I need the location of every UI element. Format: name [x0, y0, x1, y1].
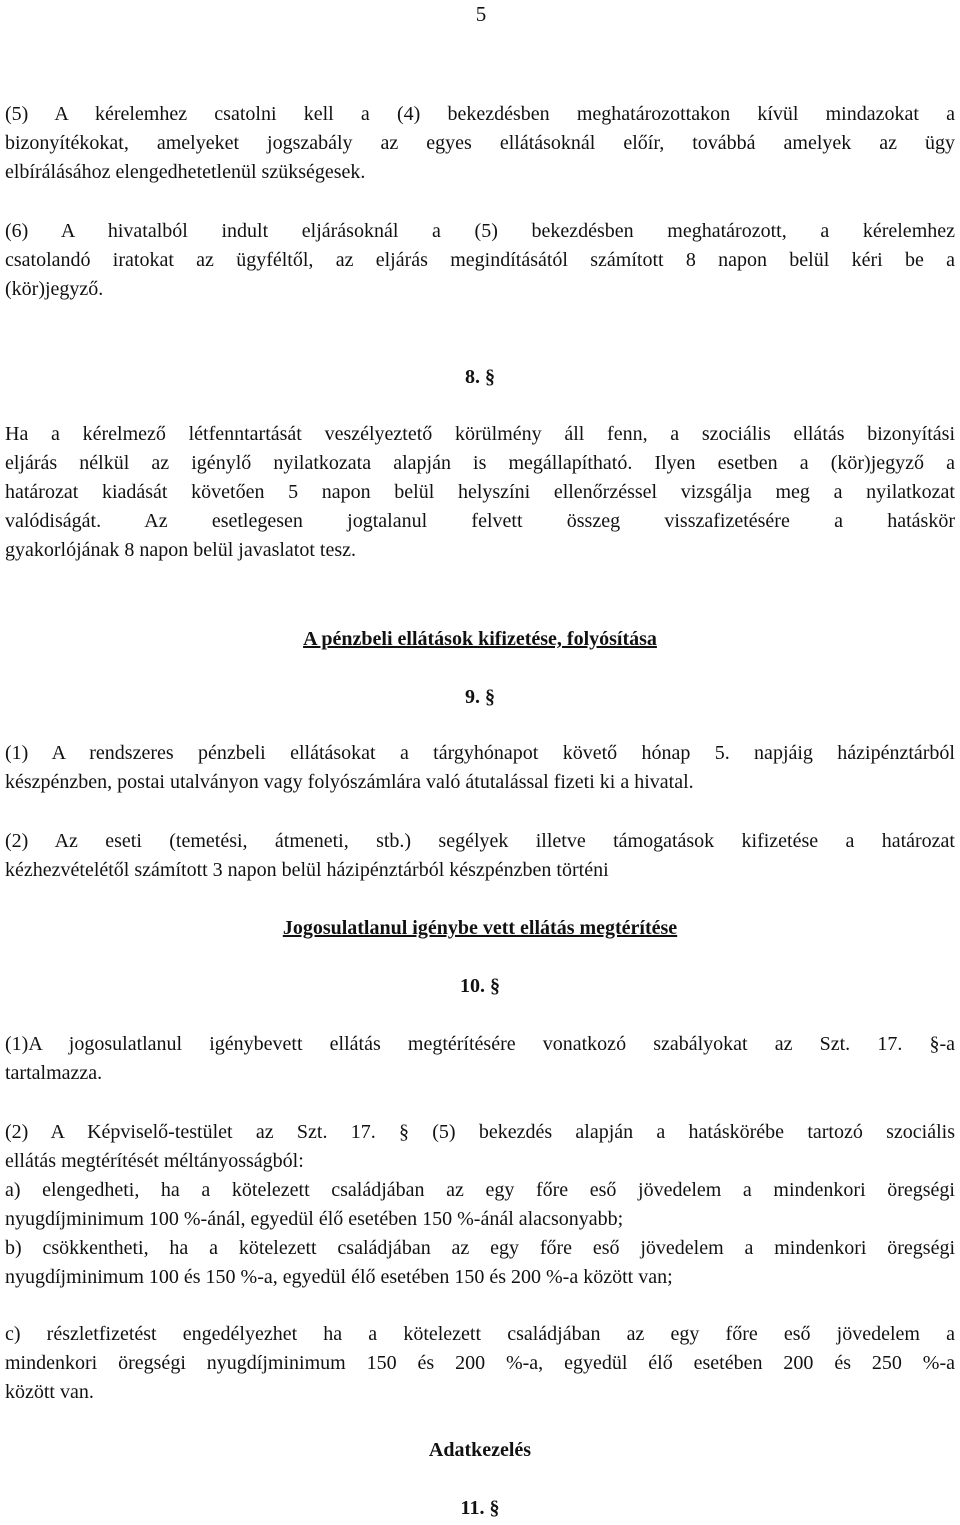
- text-line: Ha a kérelmező létfenntartását veszélyeztető körülmény áll fenn, a szociális ellátás bizonyítási: [5, 423, 955, 445]
- text-line: kézhezvételétől számított 3 napon belül házipénztárból készpénzben történi: [5, 859, 609, 881]
- section-8-text: [5, 420, 955, 565]
- text-line: (2) Az eseti (temetési, átmeneti, stb.) segélyek illetve támogatások kifizetése a határozat: [5, 830, 955, 852]
- section-10-paragraph-1: [5, 1030, 955, 1088]
- section-10-paragraph-2: [5, 1118, 955, 1292]
- heading-adatkezeles: Adatkezelés: [428, 1439, 532, 1461]
- text-line: nyugdíjminimum 100 és 150 %-a, egyedül élő esetében 150 és 200 %-a között van;: [5, 1266, 673, 1288]
- text-line: csatolandó iratokat az ügyféltől, az eljárás megindításától számított 8 napon belül kéri be a: [5, 249, 955, 271]
- section-9-paragraph-2: [5, 827, 955, 885]
- text-line: eljárás nélkül az igénylő nyilatkozata alapján is megállapítható. Ilyen esetben a (kör)jegyző a: [5, 452, 955, 474]
- text-line: (5) A kérelemhez csatolni kell a (4) bekezdésben meghatározottakon kívül mindazokat a: [5, 103, 955, 125]
- page-number: 5: [475, 2, 487, 26]
- text-line: gyakorlójának 8 napon belül javaslatot tesz.: [5, 539, 357, 561]
- text-line: között van.: [5, 1381, 94, 1403]
- text-line: (kör)jegyző.: [5, 278, 104, 300]
- text-line: elbírálásához elengedhetetlenül szükségesek.: [5, 161, 366, 183]
- section-9-paragraph-1: [5, 739, 955, 797]
- text-line: mindenkori öregségi nyugdíjminimum 150 és 200 %-a, egyedül élő esetében 200 és 250 %-a: [5, 1352, 955, 1374]
- text-line: határozat kiadását követően 5 napon belül helyszíni ellenőrzéssel vizsgálja meg a nyilatkozat: [5, 481, 955, 503]
- text-line: (1) A rendszeres pénzbeli ellátásokat a tárgyhónapot követő hónap 5. napjáig házipénztárból: [5, 742, 955, 764]
- paragraph-6: [5, 217, 955, 304]
- section-9-number: 9. §: [465, 686, 495, 708]
- section-10-paragraph-2c: [5, 1320, 955, 1407]
- text-line: készpénzben, postai utalványon vagy folyószámlára való átutalással fizeti ki a hivatal.: [5, 771, 694, 793]
- text-line: ellátás megtérítését méltányosságból:: [5, 1150, 304, 1172]
- text-line: c) részletfizetést engedélyezhet ha a kötelezett családjában az egy főre eső jövedelem a: [5, 1323, 955, 1345]
- text-line: nyugdíjminimum 100 %-ánál, egyedül élő esetében 150 %-ánál alacsonyabb;: [5, 1208, 624, 1230]
- section-8-number: 8. §: [465, 366, 495, 388]
- section-11-number: 11. §: [460, 1497, 500, 1519]
- text-line: valódiságát. Az esetlegesen jogtalanul felvett összeg visszafizetésére a hatáskör: [5, 510, 955, 532]
- paragraph-5: [5, 100, 955, 187]
- section-10-number: 10. §: [460, 975, 500, 997]
- text-line: (2) A Képviselő-testület az Szt. 17. § (5) bekezdés alapján a hatáskörébe tartozó szociális: [5, 1121, 955, 1143]
- text-line: b) csökkentheti, ha a kötelezett családjában az egy főre eső jövedelem a mindenkori öregségi: [5, 1237, 955, 1259]
- text-line: (6) A hivatalból indult eljárásoknál a (5) bekezdésben meghatározott, a kérelemhez: [5, 220, 955, 242]
- text-line: (1)A jogosulatlanul igénybevett ellátás megtérítésére vonatkozó szabályokat az Szt. 17. §-a: [5, 1033, 955, 1055]
- text-line: a) elengedheti, ha a kötelezett családjában az egy főre eső jövedelem a mindenkori öregségi: [5, 1179, 955, 1201]
- text-line: bizonyítékokat, amelyeket jogszabály az egyes ellátásoknál előír, továbbá amelyek az ügy: [5, 132, 955, 154]
- heading-penzbeli-ellatasok: A pénzbeli ellátások kifizetése, folyósítása: [303, 628, 657, 650]
- heading-jogosulatlan-ellatas: Jogosulatlanul igénybe vett ellátás megtérítése: [282, 917, 678, 939]
- text-line: tartalmazza.: [5, 1062, 103, 1084]
